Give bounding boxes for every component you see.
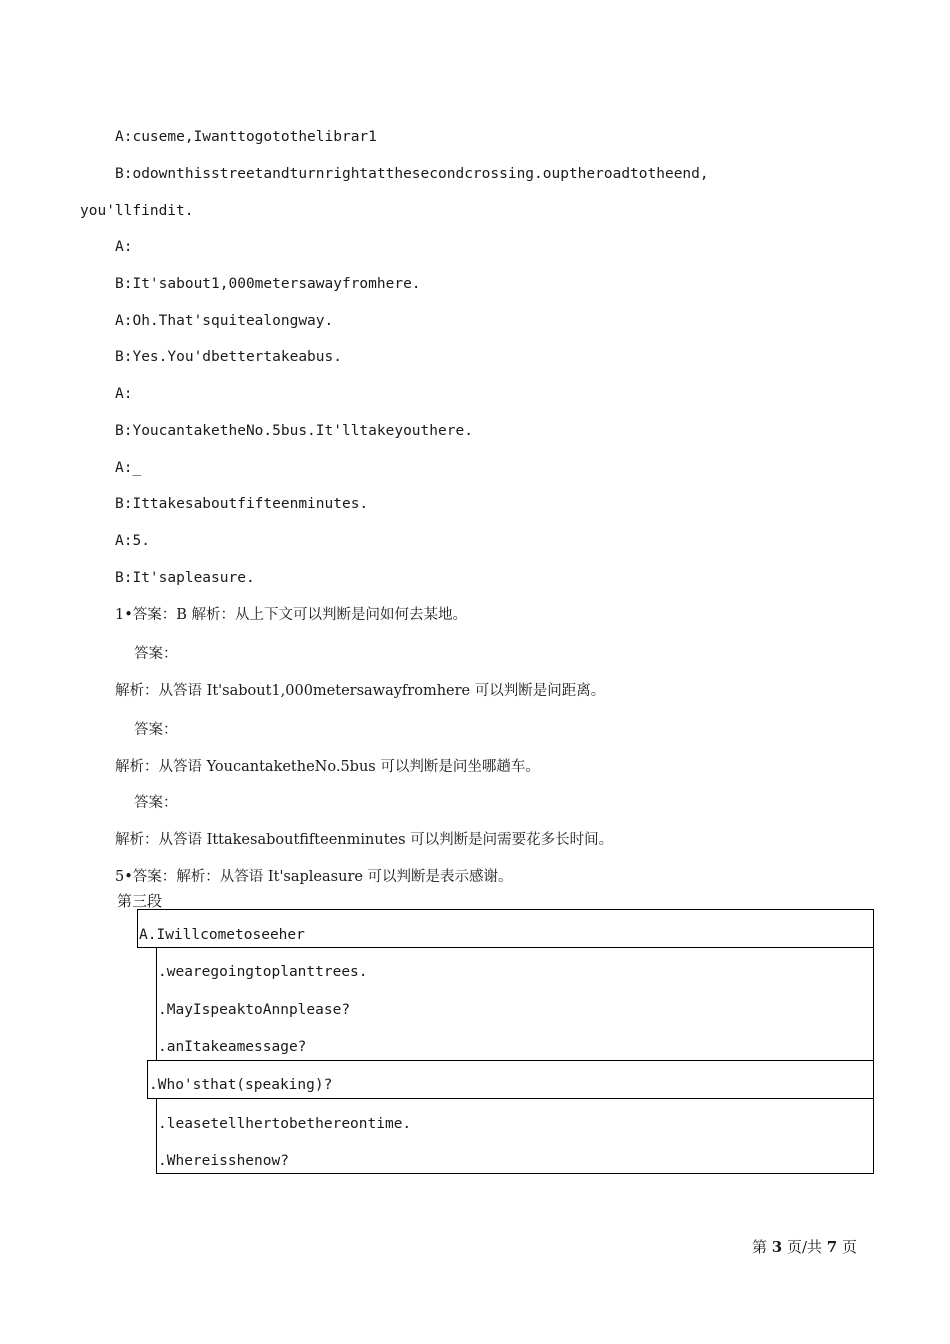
dialogue-line: B:Yes.You'dbettertakeabus. [115, 349, 342, 365]
page-number-suffix: 页 [837, 1238, 857, 1256]
answer-label: 答案： [134, 795, 178, 811]
dialogue-line: you'llfindit. [80, 203, 194, 219]
option-item: A.Iwillcometoseeher [139, 927, 305, 943]
dialogue-line: A: [115, 239, 133, 255]
option-item: .leasetellhertobethereontime. [158, 1116, 412, 1132]
dialogue-line: B:odownthisstreetandturnrightatthesecondcrossing.ouptheroadtotheend, [115, 166, 709, 182]
dialogue-line: B:It'sapleasure. [115, 570, 255, 586]
answer-line: 5•答案：解析：从答语 It'sapleasure 可以判断是表示感谢。 [115, 869, 513, 885]
answer-label: 答案： [134, 646, 178, 662]
dialogue-line: A:5. [115, 533, 150, 549]
explanation-line: 解析：从答语 It'sabout1,000metersawayfromhere 可以判断是问距离。 [115, 683, 606, 699]
option-item: .MayIspeaktoAnnplease? [158, 1002, 351, 1018]
answer-label: 答案： [134, 722, 178, 738]
current-page: 3 [771, 1238, 783, 1256]
dialogue-line: A: [115, 386, 133, 402]
answer-line: 1•答案：B 解析：从上下文可以判断是问如何去某地。 [115, 607, 468, 623]
total-pages: 7 [826, 1238, 838, 1256]
dialogue-line: A:Oh.That'squitealongway. [115, 313, 334, 329]
page-number-prefix: 第 [751, 1238, 772, 1256]
option-item: .wearegoingtoplanttrees. [158, 964, 368, 980]
dialogue-line: A:cuseme,Iwanttogotothelibrar1 [115, 129, 377, 145]
page-number [752, 1237, 857, 1257]
dialogue-line: B:Ittakesaboutfifteenminutes. [115, 496, 369, 512]
section-title: 第三段 [117, 892, 163, 910]
option-item: .anItakeamessage? [158, 1039, 307, 1055]
explanation-line: 解析：从答语 YoucantaketheNo.5bus 可以判断是问坐哪趟车。 [115, 759, 540, 775]
dialogue-line: B:It'sabout1,000metersawayfromhere. [115, 276, 421, 292]
option-item: .Who'sthat(speaking)? [149, 1077, 333, 1093]
dialogue-line: A:_ [115, 460, 142, 476]
dialogue-line: B:YoucantaketheNo.5bus.It'lltakeyouthere. [115, 423, 473, 439]
option-item: .Whereisshenow? [158, 1153, 289, 1169]
explanation-line: 解析：从答语 Ittakesaboutfifteenminutes 可以判断是问需要花多长时间。 [115, 832, 614, 848]
page-number-middle: 页/共 [782, 1238, 827, 1256]
